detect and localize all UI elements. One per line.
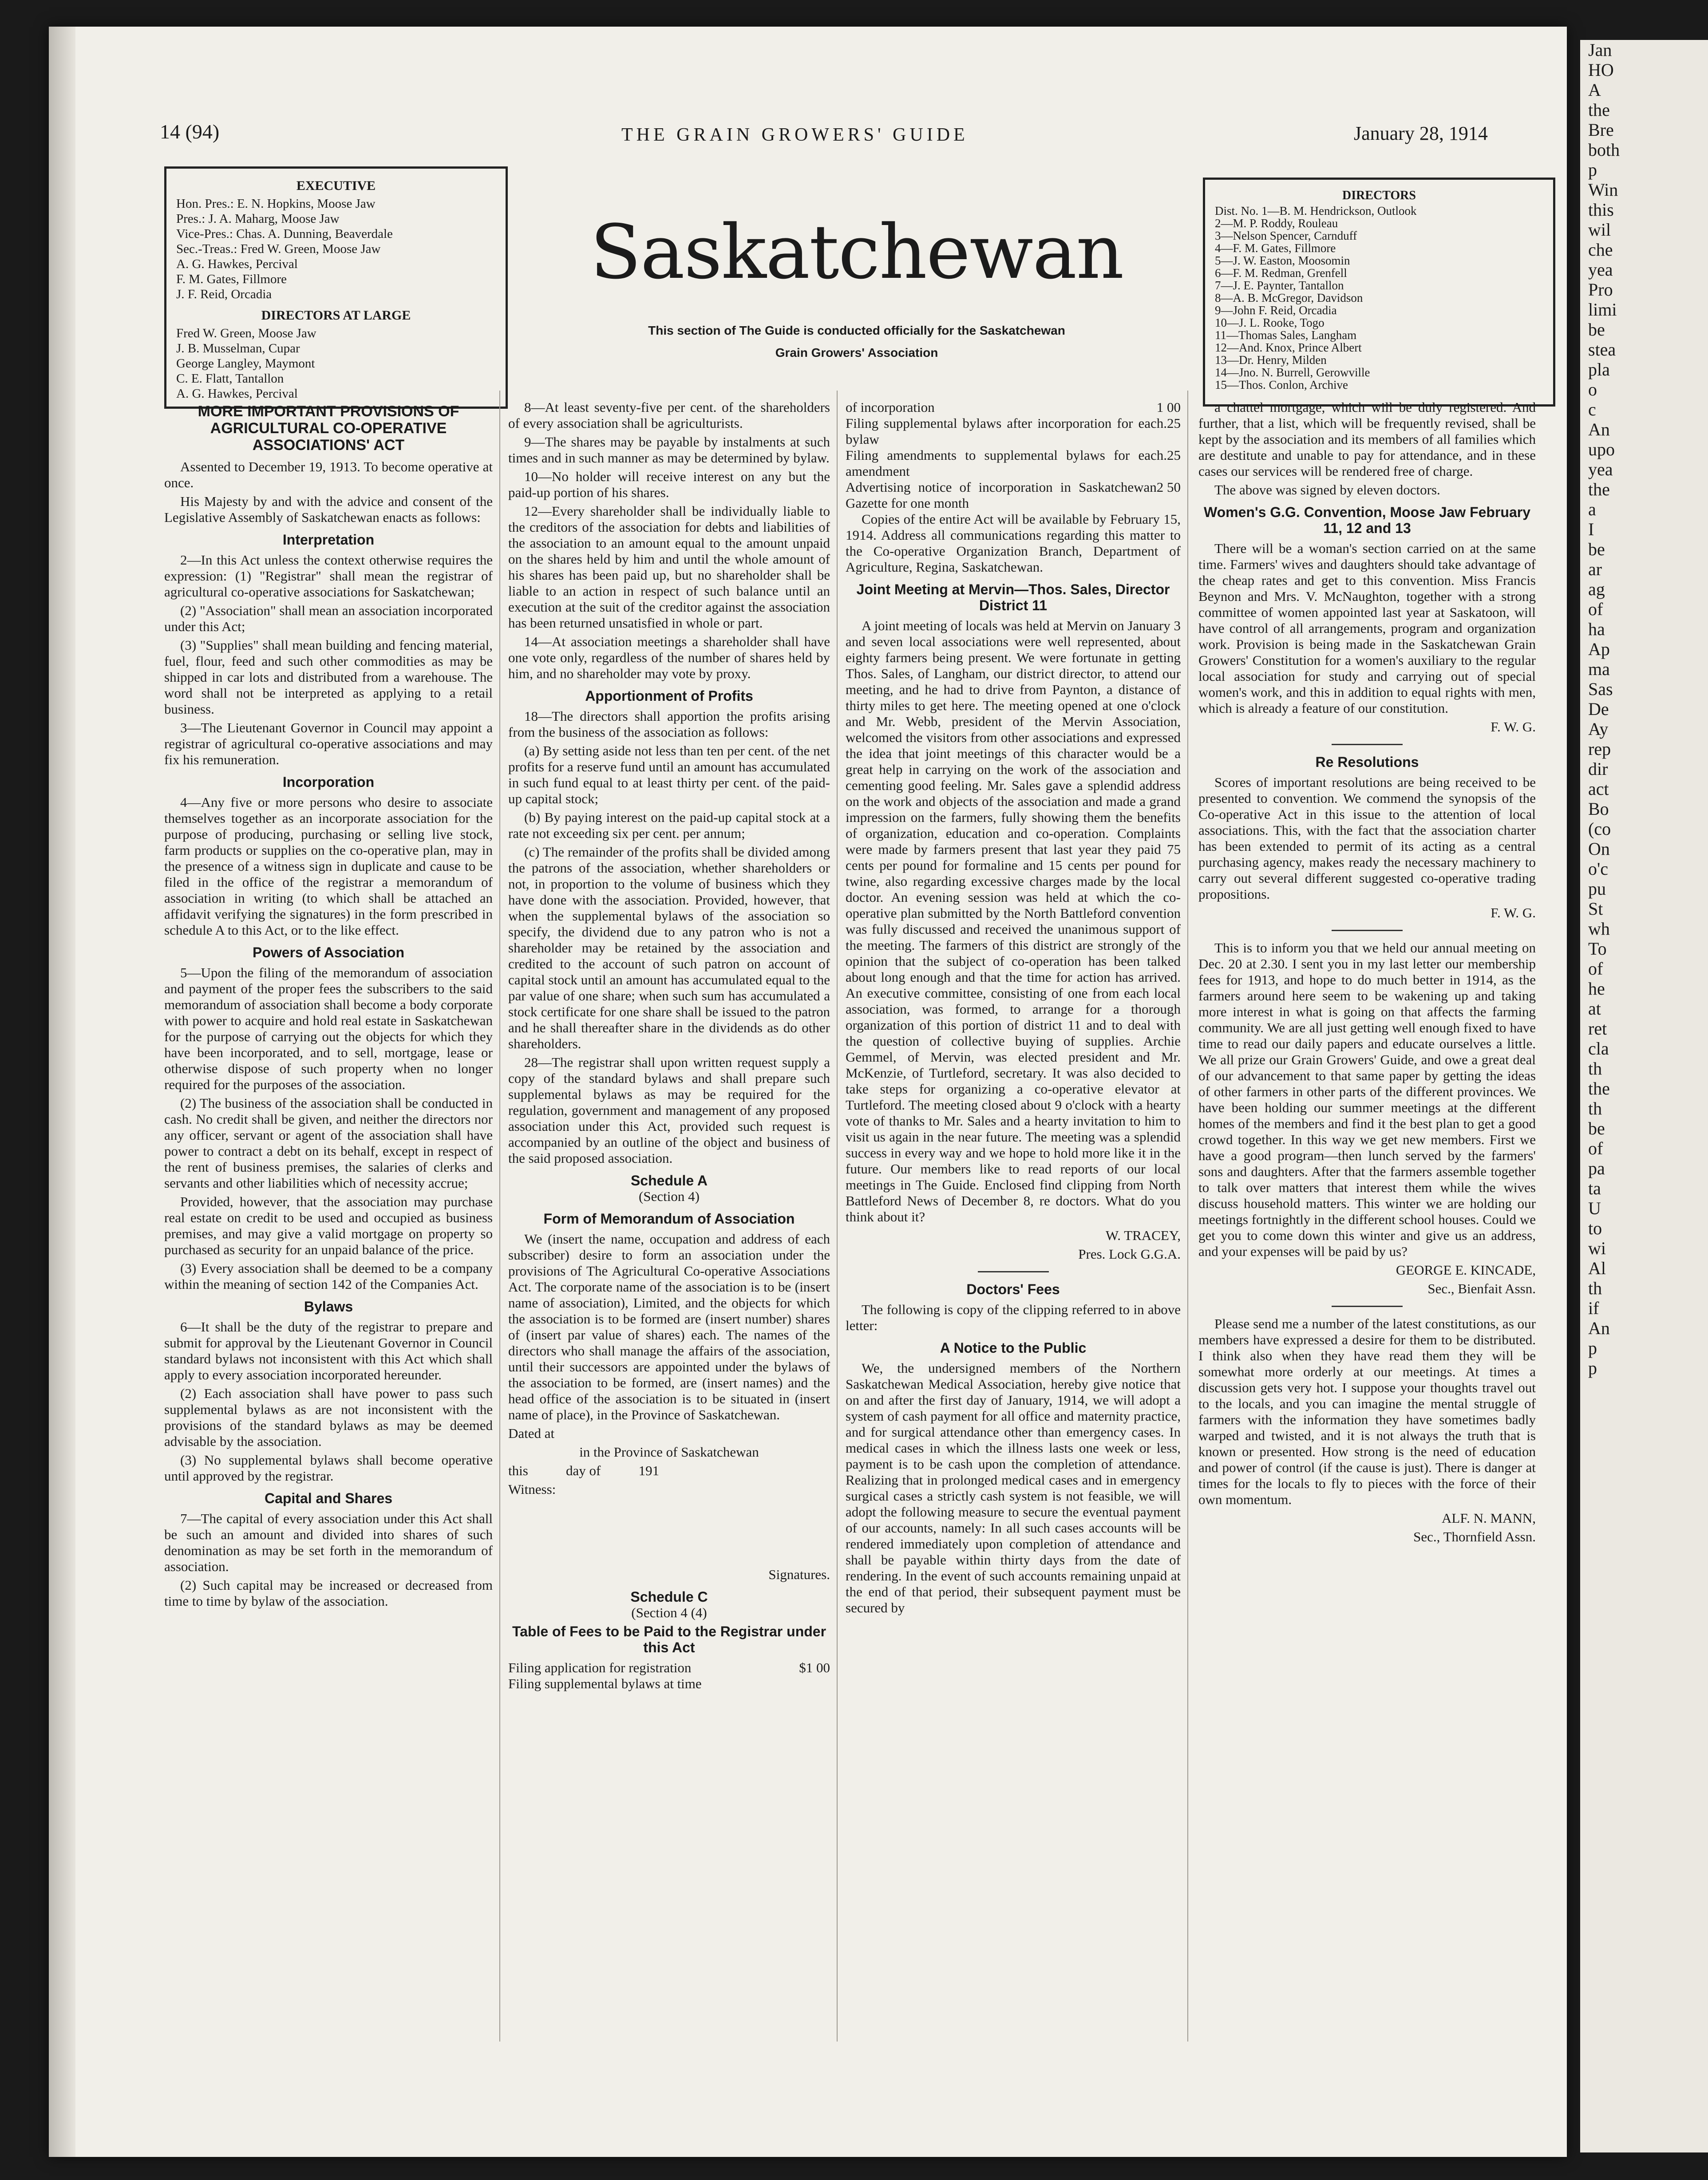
adjacent-page-text: he	[1588, 979, 1605, 999]
paragraph: Copies of the entire Act will be available by February 15, 1914. Address all communications regarding this matter to the Co-operative Organization Branch, Department of Agriculture, Regina, Saskatchewan.	[846, 511, 1181, 575]
paragraph: a chattel mortgage, which will be duly registered. And further, that a list, which will be frequently revised, shall be kept by the association and its members of all families which are destitute and unable to pay for attendance, and in these cases our services will be rendered free of charge.	[1198, 399, 1536, 479]
fee-row	[846, 415, 1181, 447]
adjacent-page-text: pla	[1588, 359, 1610, 379]
adjacent-page-text: be	[1588, 320, 1605, 340]
fee-value: .25	[1163, 415, 1181, 431]
adjacent-page-text: A	[1588, 80, 1601, 100]
adjacent-page-text: ta	[1588, 1178, 1601, 1198]
fee-row	[508, 1660, 830, 1676]
adjacent-page-text: Ay	[1588, 719, 1609, 739]
executive-member: Sec.-Treas.: Fred W. Green, Moose Jaw	[176, 242, 381, 256]
district-director: 15—Thos. Conlon, Archive	[1215, 378, 1348, 391]
paragraph: 4—Any five or more persons who desire to associate themselves together as an incorporate association for the purpose of producing, purchasing or selling live stock, farm products or supplies on the co-operative plan, may in the presence of a witness sign in duplicate and cause to be filed in the office of the registrar a memorandum of association in writing (to which shall be attached an affidavit verifying the signatures) in the form prescribed in schedule A to this Act, or to the like effect.	[164, 794, 493, 938]
paragraph: (a) By setting aside not less than ten per cent. of the net profits for a reserve fund until an amount has accumulated in such fund equal to at least thirty per cent. of the paid-up capital stock;	[508, 743, 830, 806]
subheading: Powers of Association	[253, 944, 404, 960]
adjacent-page-text: Pro	[1588, 280, 1613, 300]
fee-row	[846, 479, 1181, 511]
adjacent-page-text: pa	[1588, 1158, 1605, 1178]
paragraph: 9—The shares may be payable by instalments at such times and in such manner as may be determined by bylaw.	[508, 434, 830, 466]
paragraph: We (insert the name, occupation and address of each subscriber) desire to form an association under the provisions of The Agricultural Co-operative Associations Act. The corporate name of the association is to be (insert name of association), Limited, and the objects for which the association is to be formed are (insert number) shares of (insert par value of shares) each. The names of the directors who shall manage the affairs of the association, until their successors are appointed under the bylaws of the association to be formed, are (insert names) and the head office of the association is to be situated in (insert name of place), in the Province of Saskatchewan.	[508, 1231, 830, 1422]
column-4	[1198, 399, 1536, 2042]
district-director: 12—And. Knox, Prince Albert	[1215, 341, 1362, 354]
paragraph: (3) No supplemental bylaws shall become operative until approved by the registrar.	[164, 1452, 493, 1484]
fee-label: Filing application for registration	[508, 1660, 692, 1675]
adjacent-page-text: dir	[1588, 759, 1608, 779]
subheading: Interpretation	[282, 532, 375, 548]
adjacent-page-text: St	[1588, 899, 1603, 919]
column-2	[508, 399, 830, 2042]
fee-row	[508, 1676, 830, 1692]
adjacent-page-text: of	[1588, 1138, 1603, 1158]
adjacent-page-text: HO	[1588, 60, 1614, 80]
adjacent-page-text: be	[1588, 539, 1605, 559]
subheading: Women's G.G. Convention, Moose Jaw February 11, 12 and 13	[1203, 504, 1531, 536]
adjacent-page-text: Bo	[1588, 799, 1609, 819]
adjacent-page-text: An	[1588, 419, 1610, 439]
paragraph: We, the undersigned members of the Northern Saskatchewan Medical Association, hereby give notice that on and after the first day of January, 1914, we will adopt a system of cash payment for all office and maternity practice, and for surgical attendance other than emergency cases. In medical cases in which the illness lasts one week or less, payment is to be cash upon the completion of attendance. Realizing that in prolonged medical cases and in emergency surgical cases a strictly cash system is not feasible, we will adopt the following measure to secure the eventual payment of our accounts, namely: In all such cases accounts will be rendered immediately upon completion of attendance and shall be payable within thirty days from the date of rendering. In the event of such accounts remaining unpaid at the end of that period, their subsequent payment must be secured by	[846, 1360, 1181, 1615]
adjacent-page-text: both	[1588, 140, 1620, 160]
adjacent-page-text: wil	[1588, 220, 1611, 240]
paragraph: His Majesty by and with the advice and consent of the Legislative Assembly of Saskatchewan enacts as follows:	[164, 494, 493, 525]
section-ref: (Section 4 (4)	[631, 1605, 707, 1620]
director-at-large: George Langley, Maymont	[176, 356, 315, 371]
directors-box	[1203, 178, 1555, 407]
adjacent-page-text: cla	[1588, 1039, 1609, 1058]
article-headline: MORE IMPORTANT PROVISIONS OF AGRICULTURAL CO-OPERATIVE ASSOCIATIONS' ACT	[198, 403, 459, 454]
signature-title: Sec., Bienfait Assn.	[1427, 1281, 1536, 1296]
director-at-large: J. B. Musselman, Cupar	[176, 341, 300, 355]
directors-title: DIRECTORS	[1342, 189, 1416, 202]
adjacent-page-text: Al	[1588, 1258, 1606, 1278]
adjacent-page-text: An	[1588, 1318, 1610, 1338]
district-director: 3—Nelson Spencer, Carnduff	[1215, 229, 1357, 242]
paragraph: 14—At association meetings a shareholder shall have one vote only, regardless of the number of shares held by him, and no shareholder may vote by proxy.	[508, 634, 830, 681]
subheading: A Notice to the Public	[940, 1340, 1087, 1356]
adjacent-page-text: (co	[1588, 819, 1611, 839]
subheading: Incorporation	[282, 774, 375, 790]
adjacent-page-text: at	[1588, 999, 1601, 1019]
adjacent-page-text: limi	[1588, 300, 1617, 320]
fee-value: $1 00	[799, 1660, 830, 1675]
adjacent-page-text: yea	[1588, 260, 1613, 280]
fee-row	[846, 399, 1181, 415]
executive-member: F. M. Gates, Fillmore	[176, 272, 287, 286]
adjacent-page-text: p	[1588, 1338, 1597, 1358]
paragraph: (2) The business of the association shall be conducted in cash. No credit shall be given, and neither the directors nor any officer, servant or agent of the association shall have power to contract a debt on its behalf, except in respect of the rent of business premises, the salaries of clerks and servants and other liabilities which of necessity accrue;	[164, 1095, 493, 1191]
paragraph: (2) Such capital may be increased or decreased from time to time by bylaw of the association.	[164, 1577, 493, 1609]
column-3	[846, 399, 1181, 2042]
paragraph: (b) By paying interest on the paid-up capital stock at a rate not exceeding six per cent. per annum;	[508, 810, 830, 841]
paragraph: 10—No holder will receive interest on any but the paid-up portion of his shares.	[508, 469, 830, 500]
column-rule	[837, 391, 838, 2042]
paragraph: (3) "Supplies" shall mean building and fencing material, fuel, flour, feed and such other commodities as may be shipped in car lots and distributed from a warehouse. The word shall not be interpreted as applying to a retail business.	[164, 637, 493, 717]
adjacent-page-text: stea	[1588, 340, 1616, 359]
adjacent-page-text: p	[1588, 160, 1597, 180]
adjacent-page-text: rep	[1588, 739, 1611, 759]
paragraph: Provided, however, that the association may purchase real estate on credit to be used and occupied as business premises, and may give a valid mortgage on property so purchased as security for an unpaid balance of the price.	[164, 1194, 493, 1257]
adjacent-page-text: wh	[1588, 919, 1610, 939]
paragraph: 5—Upon the filing of the memorandum of association and payment of the proper fees the subscribers to the said memorandum of association shall become a body corporate with power to acquire and hold real estate in Saskatchewan for the purpose of carrying out the objects for which they have been incorporated, and to sell, mortgage, lease or otherwise dispose of such property when no longer required for the purposes of the association.	[164, 965, 493, 1092]
adjacent-page-text: th	[1588, 1058, 1602, 1078]
subheading: Apportionment of Profits	[585, 688, 753, 704]
district-director: 7—J. E. Paynter, Tantallon	[1215, 279, 1344, 292]
district-director: 10—J. L. Rooke, Togo	[1215, 316, 1324, 329]
adjacent-page-text: act	[1588, 779, 1609, 799]
directors-at-large-title: DIRECTORS AT LARGE	[261, 308, 411, 323]
form-line: this day of 191	[508, 1463, 660, 1478]
signature-title: Sec., Thornfield Assn.	[1413, 1529, 1536, 1544]
district-director: 6—F. M. Redman, Grenfell	[1215, 266, 1347, 280]
issue-date: January 28, 1914	[1354, 122, 1488, 144]
adjacent-page-text: to	[1588, 1218, 1602, 1238]
paragraph: 8—At least seventy-five per cent. of the shareholders of every association shall be agriculturists.	[508, 399, 830, 431]
signature: W. TRACEY,	[1105, 1228, 1181, 1243]
paragraph: 12—Every shareholder shall be individually liable to the creditors of the association for debts and liabilities of the association to an amount equal to the amount unpaid on the shares held by him and until the whole amount of his shares has been paid up, but no shareholder shall be liable to an action in respect of such balance until an execution at the suit of the creditor against the association has been returned unsatisfied in whole or part.	[508, 503, 830, 631]
subheading: Joint Meeting at Mervin—Thos. Sales, Director District 11	[856, 581, 1170, 613]
masthead-subtitle	[577, 320, 1136, 364]
district-director: 9—John F. Reid, Orcadia	[1215, 304, 1337, 317]
paragraph: 18—The directors shall apportion the profits arising from the business of the association as follows:	[508, 708, 830, 740]
divider	[1332, 930, 1403, 931]
adjacent-page-text: wi	[1588, 1238, 1606, 1258]
adjacent-page-text: I	[1588, 519, 1594, 539]
adjacent-page-text: o	[1588, 379, 1597, 399]
adjacent-page-text: U	[1588, 1198, 1601, 1218]
signature: F. W. G.	[1491, 905, 1536, 920]
district-director: Dist. No. 1—B. M. Hendrickson, Outlook	[1215, 204, 1417, 217]
form-line: Signatures.	[768, 1567, 830, 1582]
adjacent-page-text: ha	[1588, 619, 1605, 639]
adjacent-page-text: the	[1588, 1078, 1610, 1098]
form-line: in the Province of Saskatchewan	[579, 1444, 759, 1460]
page-number: 14 (94)	[160, 120, 220, 143]
paragraph: 6—It shall be the duty of the registrar to prepare and submit for approval by the Lieutenant Governor in Council standard bylaws not inconsistent with this Act which shall apply to every association incorporated hereunder.	[164, 1319, 493, 1382]
adjacent-page-text: ag	[1588, 579, 1605, 599]
form-line: Witness:	[508, 1481, 556, 1497]
executive-title: EXECUTIVE	[296, 178, 376, 193]
paragraph: Please send me a number of the latest constitutions, as our members have expressed a desire for them to be distributed. I think also when they have read them they will be somewhat more orderly at our meetings. At times a discussion gets very hot. I suppose your thoughts travel out to the locals, and you can imagine the mental struggle of farmers with the information they have sometimes badly warped and twisted, and it is not always the truth that is known or presented. How strong is the need of education and power of control (if the cause is just). There is danger at times for the locals to fly to pieces with the force of their own momentum.	[1198, 1316, 1536, 1507]
adjacent-page-text: c	[1588, 399, 1596, 419]
masthead-subtitle-line2: Grain Growers' Association	[775, 346, 938, 359]
adjacent-page-text: Win	[1588, 180, 1618, 200]
paragraph: Assented to December 19, 1913. To become operative at once.	[164, 459, 493, 490]
adjacent-page-text: the	[1588, 479, 1610, 499]
column-rule	[499, 391, 500, 2042]
adjacent-page-text: th	[1588, 1278, 1602, 1298]
paragraph: There will be a woman's section carried on at the same time. Farmers' wives and daughters should take advantage of the cheap rates and get to this convention. Miss Francis Beynon and Mrs. V. McNaughton, together with a strong committee of women appointed last year at Saskatoon, will have control of all arrangements, program and organization work. Provision is being made in the Saskatchewan Grain Growers' Constitution for a women's auxiliary to the regular local association for study and carrying out of special women's work, and this in addition to equal rights with men, which is already a feature of our constitution.	[1198, 541, 1536, 716]
divider	[1332, 1306, 1403, 1307]
subheading: Re Resolutions	[1315, 754, 1419, 770]
adjacent-page-text: Jan	[1588, 40, 1612, 60]
paragraph: (c) The remainder of the profits shall be divided among the patrons of the association, whether shareholders or not, in proportion to the volume of business which they have done with the association. Provided, however, that when the supplemental bylaws of the association so specify, the dividend due to any patron who is not a shareholder may be retained by the association and credited to the account of such patron on account of capital stock until an amount has accumulated equal to the par value of one share; when such sum has accumulated a stock certificate for one share shall be issued to the patron and he shall thereafter share in the dividends as do other shareholders.	[508, 844, 830, 1051]
district-director: 2—M. P. Roddy, Rouleau	[1215, 217, 1338, 230]
executive-member: Pres.: J. A. Maharg, Moose Jaw	[176, 212, 340, 226]
adjacent-page-text: p	[1588, 1358, 1597, 1378]
paragraph: 7—The capital of every association under this Act shall be such an amount and divided into shares of such denomination as may be set forth in the memorandum of association.	[164, 1511, 493, 1574]
director-at-large: A. G. Hawkes, Percival	[176, 387, 298, 401]
fee-label: Filing supplemental bylaws after incorporation for each bylaw	[846, 415, 1164, 447]
divider	[1332, 744, 1403, 745]
subheading: Form of Memorandum of Association	[543, 1211, 795, 1227]
adjacent-page-text: o'c	[1588, 859, 1608, 879]
subheading: Table of Fees to be Paid to the Registrar under this Act	[512, 1623, 826, 1655]
divider	[978, 1271, 1049, 1272]
paragraph: (2) "Association" shall mean an association incorporated under this Act;	[164, 603, 493, 634]
adjacent-page-text: th	[1588, 1098, 1602, 1118]
fee-label: Filing amendments to supplemental bylaws for each amendment	[846, 447, 1164, 479]
subheading: Schedule A	[630, 1173, 708, 1189]
director-at-large: C. E. Flatt, Tantallon	[176, 371, 284, 386]
signature: ALF. N. MANN,	[1442, 1510, 1536, 1526]
fee-value: 2 50	[1156, 479, 1181, 495]
page-binding-edge	[49, 27, 75, 2157]
paragraph: A joint meeting of locals was held at Mervin on January 3 and seven local associations were well represented, about eighty farmers being present. We were fortunate in getting Thos. Sales, of Langham, our district director, to attend our meeting, and he had to drive from Paynton, a distance of thirty miles to get here. The meeting opened at one o'clock and Mr. Webb, president of the Mervin Association, welcomed the visitors from other associations and expressed the idea that joint meetings of this character would be a great help in carrying on the work of the association and cementing good feeling. Mr. Sales gave a splendid address on the work and objects of the association and made a grand impression on the farmers, fully showing them the benefits of organization, education and co-operation. Complaints were made by farmers present that last year they paid 75 cents per pound for formaline and 15 cents per pound for twine, also regarding excessive charges made by the local doctor. An evening session was held at which the co-operative plan submitted by the North Battleford convention was fully discussed and received the unanimous support of the meeting. The farmers of this district are strongly of the opinion that the subject of co-operation has been talked about long enough and that the time for action has arrived. An executive committee, consisting of one from each local association, was formed, to arrange for a thorough organization of this portion of district 11 and to deal with the question of collective buying of supplies. Archie Gemmel, of Mervin, was elected president and Mr. McKenzie, of Turtleford, secretary. It was also decided to take steps for organizing a co-operative elevator at Turtleford. The meeting closed about 9 o'clock with a hearty vote of thanks to Mr. Sales and a hearty invitation to him to visit us again in the near future. The meeting was a splendid success in every way and we hope to hold more like it in the future. Our members like to read reports of our local meetings in The Guide. Enclosed find clipping from North Battleford News of December 8, re doctors. What do you think about it?	[846, 618, 1181, 1224]
signature: GEORGE E. KINCADE,	[1396, 1262, 1536, 1278]
paragraph: 28—The registrar shall upon written request supply a copy of the standard bylaws and shall prepare such supplemental bylaws as may be required for the regulation, government and management of any proposed association under this Act, provided such request is accompanied by an outline of the object and business of the said proposed association.	[508, 1054, 830, 1166]
paragraph: This is to inform you that we held our annual meeting on Dec. 20 at 2.30. I sent you in my last letter our membership fees for 1913, and hope to do much better in 1914, as the farmers around here seem to be wakening up and taking more interest in what is going on that affects the farming community. We are all just getting well enough fixed to have time to read our daily papers and educate ourselves a little. We all prize our Grain Growers' Guide, and owe a great deal of our advancement to that same paper by getting the ideas of other farmers in other parts of the different provinces. We have been holding our summer meetings at the different homes of the members and find it the best plan to get a good crowd together. In this way we get new members. First we have a good program—then lunch served by the farmers' sons and daughters. After that the farmers assemble together to talk over matters that interest them while the wives discuss household matters. This winter we are holding our meetings fortnightly in the different school houses. Could we get you to come down this winter and give us an address, and your expenses will be paid by us?	[1198, 940, 1536, 1259]
fee-label: Filing supplemental bylaws at time	[508, 1676, 702, 1691]
executive-box	[164, 166, 508, 409]
fee-value: .25	[1163, 447, 1181, 463]
adjacent-page-text: of	[1588, 959, 1603, 979]
adjacent-page-text: ar	[1588, 559, 1602, 579]
adjacent-page-text: On	[1588, 839, 1610, 859]
fee-label: of incorporation	[846, 399, 935, 415]
form-line: Dated at	[508, 1426, 555, 1441]
district-director: 5—J. W. Easton, Moosomin	[1215, 254, 1350, 267]
subheading: Capital and Shares	[264, 1490, 393, 1506]
adjacent-page-text: To	[1588, 939, 1607, 959]
signature-space	[508, 1500, 830, 1567]
adjacent-page-text: De	[1588, 699, 1609, 719]
paragraph: 2—In this Act unless the context otherwise requires the expression: (1) "Registrar" shall mean the registrar of agricultural co-operative associations for Saskatchewan;	[164, 552, 493, 600]
paragraph: (2) Each association shall have power to pass such supplemental bylaws as are not inconsistent with the provisions of the standard bylaws as may be deemed advisable by the association.	[164, 1386, 493, 1449]
adjacent-page-text: Ap	[1588, 639, 1610, 659]
subheading: Bylaws	[304, 1299, 353, 1315]
executive-member: Hon. Pres.: E. N. Hopkins, Moose Jaw	[176, 197, 376, 211]
executive-member: J. F. Reid, Orcadia	[176, 287, 272, 301]
executive-member: A. G. Hawkes, Percival	[176, 257, 298, 271]
adjacent-page-text: this	[1588, 200, 1614, 220]
adjacent-page-text: Bre	[1588, 120, 1614, 140]
adjacent-page-text: pu	[1588, 879, 1606, 899]
fee-value: 1 00	[1156, 399, 1181, 415]
adjacent-page-text: yea	[1588, 459, 1613, 479]
paragraph: (3) Every association shall be deemed to be a company within the meaning of section 142 of the Companies Act.	[164, 1260, 493, 1292]
column-1	[164, 399, 493, 2042]
signature-title: Pres. Lock G.G.A.	[1078, 1246, 1181, 1262]
fee-row	[846, 447, 1181, 479]
adjacent-page-text: ma	[1588, 659, 1610, 679]
district-director: 4—F. M. Gates, Fillmore	[1215, 241, 1336, 255]
section-ref: (Section 4)	[639, 1189, 700, 1204]
director-at-large: Fred W. Green, Moose Jaw	[176, 326, 316, 340]
adjacent-page-text: upo	[1588, 439, 1615, 459]
adjacent-page-text: if	[1588, 1298, 1599, 1318]
adjacent-page-text: the	[1588, 100, 1610, 120]
paragraph: Scores of important resolutions are being received to be presented to convention. We commend the synopsis of the Co-operative Act in this issue to the attention of local associations. This, with the fact that the association charter has been extended to permit of its acting as a central purchasing agency, makes ready the necessary machinery to carry out several different suggested co-operative trading propositions.	[1198, 774, 1536, 902]
masthead-subtitle-line1: This section of The Guide is conducted officially for the Saskatchewan	[648, 324, 1065, 337]
subheading: Schedule C	[630, 1589, 708, 1605]
adjacent-page-text: che	[1588, 240, 1613, 260]
adjacent-page-text: be	[1588, 1118, 1605, 1138]
district-director: 8—A. B. McGregor, Davidson	[1215, 291, 1363, 304]
column-rule	[1187, 391, 1188, 2042]
paragraph: 3—The Lieutenant Governor in Council may appoint a registrar of agricultural co-operative associations and may fix his remuneration.	[164, 720, 493, 767]
adjacent-page-text: of	[1588, 599, 1603, 619]
executive-member: Vice-Pres.: Chas. A. Dunning, Beaverdale	[176, 227, 393, 241]
adjacent-page-text: a	[1588, 499, 1596, 519]
district-director: 11—Thomas Sales, Langham	[1215, 328, 1357, 342]
paragraph: The following is copy of the clipping referred to in above letter:	[846, 1302, 1181, 1333]
adjacent-page-text: Sas	[1588, 679, 1613, 699]
fee-label: Advertising notice of incorporation in Saskatchewan Gazette for one month	[846, 479, 1157, 511]
district-director: 13—Dr. Henry, Milden	[1215, 353, 1327, 367]
subheading: Doctors' Fees	[966, 1281, 1060, 1297]
section-masthead: Saskatchewan	[590, 209, 1123, 296]
adjacent-page-text: ret	[1588, 1019, 1607, 1039]
adjacent-page-fragment	[1580, 40, 1708, 2152]
paragraph: The above was signed by eleven doctors.	[1214, 482, 1440, 498]
district-director: 14—Jno. N. Burrell, Gerowville	[1215, 366, 1370, 379]
signature: F. W. G.	[1491, 719, 1536, 735]
paper-title: THE GRAIN GROWERS' GUIDE	[621, 125, 969, 145]
